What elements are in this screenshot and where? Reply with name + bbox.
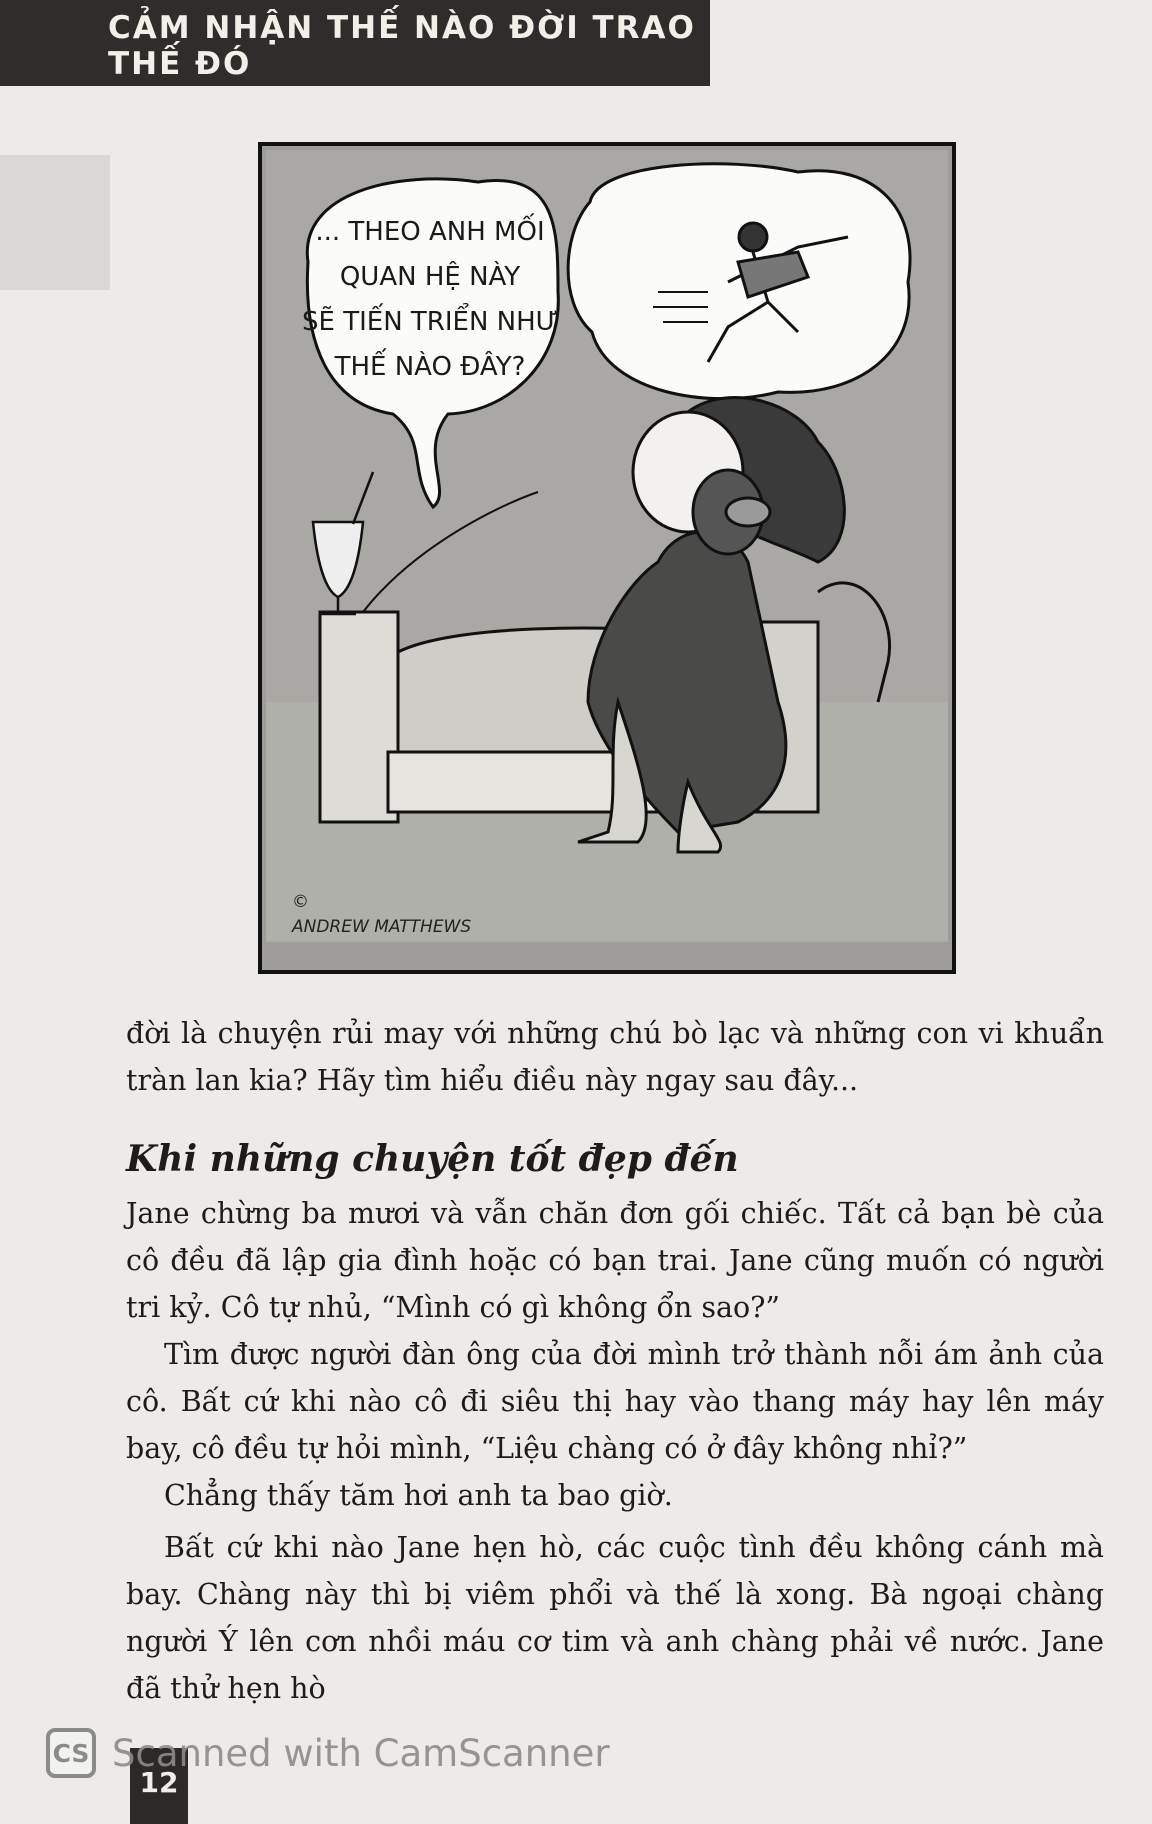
cartoon-signature: ANDREW MATTHEWS bbox=[292, 917, 472, 937]
paragraph-4: Bất cứ khi nào Jane hẹn hò, các cuộc tình đều không cánh mà bay. Chàng này thì bị viêm phổi và thế là xong. Bà ngoại chàng người Ý lên cơn nhồi máu cơ tim và anh chàng phải về nước. Jane đã thử hẹn hò bbox=[126, 1531, 1104, 1705]
speech-line-2: QUAN HỆ NÀY bbox=[339, 262, 521, 292]
camscanner-logo-icon: CS bbox=[46, 1728, 96, 1778]
cartoon-svg bbox=[258, 142, 956, 974]
running-header bbox=[0, 0, 710, 86]
page-number-text: 12 bbox=[139, 1766, 179, 1799]
running-header-title: CẢM NHẬN THẾ NÀO ĐỜI TRAO THẾ ĐÓ bbox=[108, 10, 696, 82]
speech-line-3: SẼ TIẾN TRIỂN NHƯ bbox=[302, 307, 558, 337]
watermark-text: Scanned with CamScanner bbox=[112, 1731, 610, 1775]
intro-paragraph: đời là chuyện rủi may với những chú bò lạc và những con vi khuẩn tràn lan kia? Hãy tìm hiểu điều này ngay sau đây... bbox=[126, 1017, 1104, 1097]
paragraph-3: Chẳng thấy tăm hơi anh ta bao giờ. bbox=[164, 1479, 673, 1512]
paragraph-2: Tìm được người đàn ông của đời mình trở thành nỗi ám ảnh của cô. Bất cứ khi nào cô đi siêu thị hay vào thang máy hay lên máy bay, cô đều tự hỏi mình, “Liệu chàng có ở đây không nhỉ?” bbox=[126, 1338, 1104, 1465]
camscanner-watermark bbox=[46, 1728, 610, 1778]
speech-line-4: THẾ NÀO ĐÂY? bbox=[334, 352, 526, 382]
speech-line-1: ... THEO ANH MỐI bbox=[315, 217, 545, 247]
ghost-chapter-tab bbox=[0, 155, 110, 290]
thought-bubble bbox=[568, 164, 910, 399]
cartoon-illustration bbox=[258, 142, 956, 974]
cartoon-copyright: © bbox=[292, 892, 309, 912]
paragraph-1: Jane chừng ba mươi và vẫn chăn đơn gối chiếc. Tất cả bạn bè của cô đều đã lập gia đình hoặc có bạn trai. Jane cũng muốn có người tri kỷ. Cô tự nhủ, “Mình có gì không ổn sao?” bbox=[126, 1197, 1104, 1324]
section-heading: Khi những chuyện tốt đẹp đến bbox=[126, 1138, 739, 1180]
